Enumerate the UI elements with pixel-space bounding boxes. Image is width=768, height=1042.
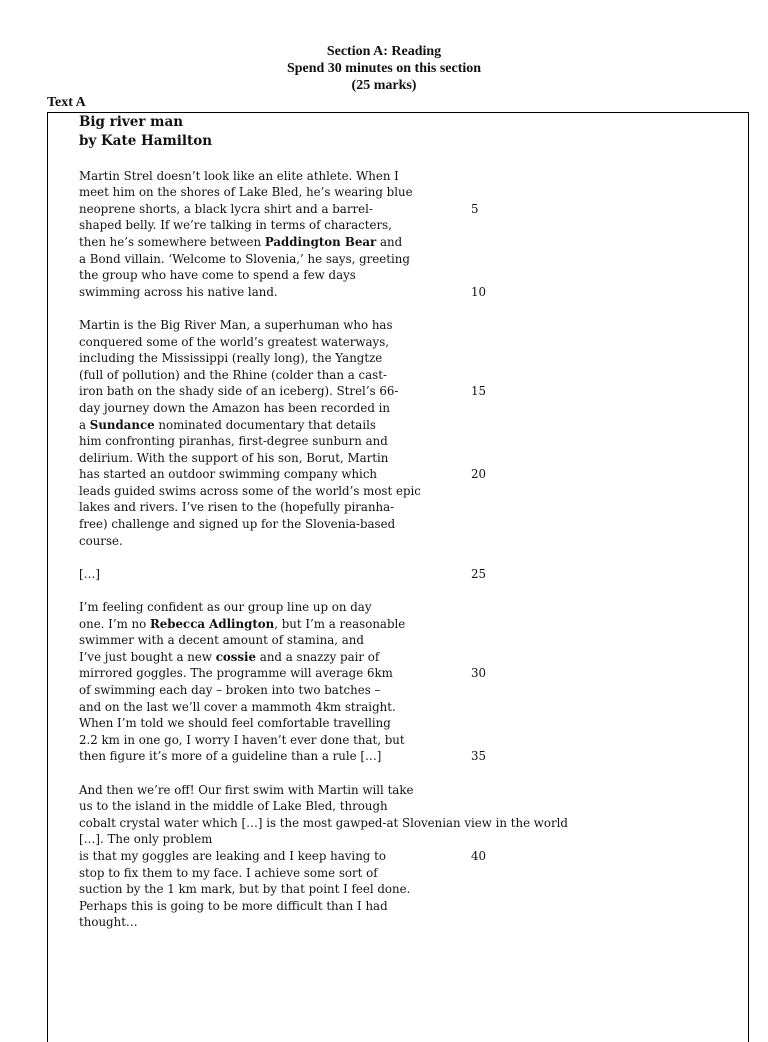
text-line: cobalt crystal water which […] is the most gawped-at Slovenian view in the world bbox=[79, 815, 568, 830]
line-number: 30 bbox=[471, 666, 487, 681]
text-line: I’m feeling confident as our group line up on day bbox=[79, 600, 372, 615]
text-line: Martin Strel doesn’t look like an elite athlete. When I bbox=[79, 168, 399, 183]
text-line: stop to fix them to my face. I achieve some sort of bbox=[79, 865, 378, 880]
text-line: When I’m told we should feel comfortable travelling bbox=[79, 716, 391, 731]
text-line: suction by the 1 km mark, but by that point I feel done. bbox=[79, 882, 411, 897]
marks-label: (25 marks) bbox=[351, 78, 417, 93]
bold-term: Paddington Bear bbox=[264, 234, 377, 249]
text-line: has started an outdoor swimming company which 20 bbox=[79, 467, 487, 482]
text-line: meet him on the shores of Lake Bled, he’s wearing blue bbox=[79, 185, 413, 200]
spacer bbox=[79, 300, 568, 317]
text-line: then figure it’s more of a guideline than a rule […] 35 bbox=[79, 749, 487, 764]
paragraph bbox=[79, 599, 568, 765]
paragraph bbox=[79, 168, 568, 301]
paragraph bbox=[79, 317, 568, 549]
line-number: 10 bbox=[471, 284, 487, 299]
text-line: leads guided swims across some of the world’s most epic bbox=[79, 483, 421, 498]
text-line: swimming across his native land. 10 bbox=[79, 284, 487, 299]
time-instruction: Spend 30 minutes on this section bbox=[286, 61, 482, 76]
spacer bbox=[79, 765, 568, 782]
text-line: lakes and rivers. I’ve risen to the (hopefully piranha- bbox=[79, 500, 395, 515]
text-line: thought… bbox=[79, 915, 138, 930]
line-number: 40 bbox=[471, 848, 487, 863]
line-number: 20 bbox=[471, 467, 487, 482]
article-body bbox=[79, 168, 568, 931]
text-line: swimmer with a decent amount of stamina, and bbox=[79, 633, 364, 648]
text-line: […]. The only problem bbox=[79, 832, 213, 847]
text-line: him confronting piranhas, first-degree sunburn and bbox=[79, 434, 388, 449]
text-line: of swimming each day – broken into two batches – bbox=[79, 683, 381, 697]
section-header bbox=[0, 43, 768, 94]
line-number: 5 bbox=[471, 201, 479, 216]
text-line: […] 25 bbox=[79, 566, 487, 581]
text-line: 2.2 km in one go, I worry I haven’t ever done that, but bbox=[79, 732, 405, 747]
text-line: course. bbox=[79, 533, 123, 548]
text-line: And then we’re off! Our first swim with Martin will take bbox=[79, 782, 414, 797]
text-line: the group who have come to spend a few days bbox=[79, 268, 356, 283]
line-number: 35 bbox=[471, 749, 487, 764]
text-line: Perhaps this is going to be more difficult than I had bbox=[79, 898, 388, 913]
text-line: one. I’m no Rebecca Adlington, but I’m a reasonable bbox=[79, 616, 406, 631]
article-byline: by Kate Hamilton bbox=[79, 133, 213, 149]
text-line: day journey down the Amazon has been recorded in bbox=[79, 400, 391, 415]
text-line: I’ve just bought a new cossie and a snazzy pair of bbox=[79, 649, 380, 664]
text-line: free) challenge and signed up for the Slovenia-based bbox=[79, 517, 396, 532]
text-line: and on the last we’ll cover a mammoth 4km straight. bbox=[79, 699, 396, 714]
text-line: conquered some of the world’s greatest waterways, bbox=[79, 334, 390, 349]
text-line: us to the island in the middle of Lake Bled, through bbox=[79, 799, 388, 814]
text-line: then he’s somewhere between Paddington Bear and bbox=[79, 234, 403, 249]
text-line: including the Mississippi (really long), the Yangtze bbox=[79, 351, 383, 366]
section-title: Section A: Reading bbox=[326, 44, 442, 59]
text-line: delirium. With the support of his son, Borut, Martin bbox=[79, 450, 389, 465]
spacer bbox=[79, 582, 568, 599]
text-line: a Bond villain. ‘Welcome to Slovenia,’ he says, greeting bbox=[79, 251, 410, 266]
paragraph bbox=[79, 782, 568, 931]
paragraph bbox=[79, 566, 568, 583]
bold-term: Sundance bbox=[89, 417, 155, 432]
article-title: Big river man bbox=[79, 114, 184, 130]
text-line: (full of pollution) and the Rhine (colder than a cast- bbox=[79, 367, 387, 382]
spacer bbox=[79, 151, 568, 168]
text-line: iron bath on the shady side of an iceberg). Strel’s 66- 15 bbox=[79, 384, 487, 399]
text-line: shaped belly. If we’re talking in terms of characters, bbox=[79, 218, 392, 233]
line-number: 15 bbox=[471, 384, 487, 399]
text-line: neoprene shorts, a black lycra shirt and a barrel- 5 bbox=[79, 201, 479, 216]
line-number: 25 bbox=[471, 566, 487, 581]
text-line: Martin is the Big River Man, a superhuman who has bbox=[79, 317, 393, 332]
text-line: a Sundance nominated documentary that details bbox=[79, 417, 376, 432]
spacer bbox=[79, 549, 568, 566]
bold-term: Rebecca Adlington bbox=[149, 616, 275, 631]
text-line: mirrored goggles. The programme will average 6km 30 bbox=[79, 666, 487, 681]
article bbox=[79, 113, 568, 931]
bold-term: cossie bbox=[215, 649, 257, 664]
text-label: Text A bbox=[47, 95, 86, 110]
text-line: is that my goggles are leaking and I keep having to 40 bbox=[79, 848, 487, 863]
